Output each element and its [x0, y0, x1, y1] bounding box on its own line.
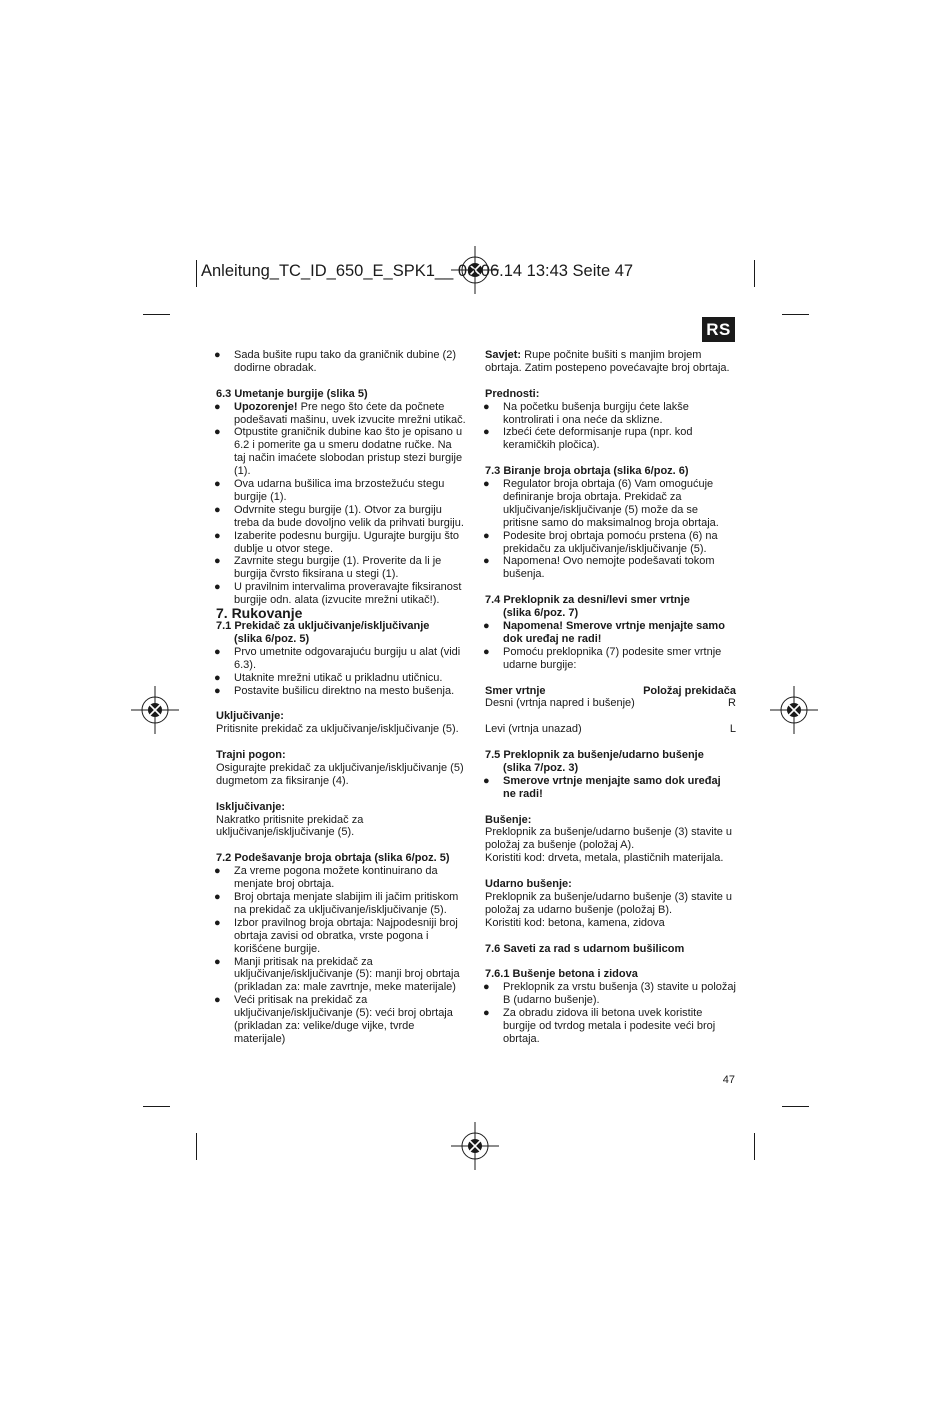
- registration-mark-icon: [770, 686, 818, 734]
- list-item: ● Izbeći ćete deformisanje rupa (npr. kod keramičkih pločica).: [485, 426, 736, 452]
- section-heading: 7.6.1 Bušenje betona i zidova: [485, 968, 638, 981]
- subheading: Isključivanje:: [216, 800, 286, 813]
- crop-mark: [754, 1133, 755, 1160]
- subheading: Trajni pogon:: [216, 749, 286, 762]
- page-number: 47: [722, 1074, 735, 1086]
- list-item: ● Preklopnik za vrstu bušenja (3) stavite u položaj B (udarno bušenje).: [485, 981, 736, 1007]
- list-item: ● Broj obrtaja menjate slabijim ili jačim pritiskom na prekidač za uključivanje/isključivanje (5).: [216, 891, 466, 917]
- list-item: ● Smerove vrtnje menjajte samo dok uređaj ne radi!: [485, 775, 736, 801]
- paragraph: [485, 349, 736, 375]
- list-item: ● Na početku bušenja burgiju ćete lakše kontrolirati i ona neće da sklizne.: [485, 401, 736, 427]
- list-item: ● Odvrnite stegu burgije (1). Otvor za burgiju treba da bude dovoljno velik da prihvati burgiju.: [216, 504, 466, 530]
- list-item: ● Podesite broj obrtaja pomoću prstena (6) na prekidaču za uključivanje/isključivanje (5).: [485, 530, 736, 556]
- list-item: ● Veći pritisak na prekidač za uključivanje/isključivanje (5): veći broj obrtaja (prikladan za: velike/duge vijke, tvrde materijale): [216, 994, 466, 1046]
- crop-mark: [143, 1106, 170, 1107]
- list-item: ● Sada bušite rupu tako da graničnik dubine (2) dodirne obradak.: [216, 349, 466, 375]
- table-cell: L: [729, 723, 736, 736]
- warning-label: Upozorenje!: [234, 400, 298, 413]
- paragraph: Nakratko pritisnite prekidač za uključivanje/isključivanje (5).: [216, 813, 364, 839]
- list-item: ● Za vreme pogona možete kontinuirano da menjate broj obrtaja.: [216, 865, 466, 891]
- language-badge: RS: [702, 317, 735, 342]
- list-item: ● Pomoću preklopnika (7) podesite smer vrtnje udarne burgije:: [485, 646, 736, 672]
- subheading: Udarno bušenje:: [485, 878, 572, 891]
- paragraph: Preklopnik za bušenje/udarno bušenje (3) stavite u položaj za bušenje (položaj A).: [485, 826, 733, 852]
- table-row: [485, 723, 736, 736]
- list-item: ● Otpustite graničnik dubine kao što je opisano u 6.2 i pomerite ga u smeru dodatne ručke. Na taj način imaćete slobodan pristup stezi burgije (1).: [216, 426, 466, 478]
- section-heading: 7.6 Saveti za rad s udarnom bušilicom: [485, 942, 685, 955]
- paragraph-text: Rupe počnite bušiti s manjim brojem obrtaja. Zatim postepeno povećavajte broj obrtaja.: [485, 349, 730, 374]
- list-item-text: Pre nego što ćete da počnete podešavati mašinu, uvek izvucite mrežni utikač.: [234, 400, 466, 426]
- paragraph: Koristiti kod: drveta, metala, plastičnih materijala.: [485, 852, 724, 865]
- registration-mark-icon: [131, 686, 179, 734]
- table-cell: R: [728, 697, 736, 710]
- crop-mark: [143, 314, 170, 315]
- crop-mark: [754, 260, 755, 287]
- paragraph: Pritisnite prekidač za uključivanje/isključivanje (5).: [216, 723, 459, 736]
- list-item: ● Prvo umetnite odgovarajuću burgiju u alat (vidi 6.3).: [216, 646, 466, 672]
- section-heading: 7.4 Preklopnik za desni/levi smer vrtnje: [485, 594, 690, 607]
- paragraph: Osigurajte prekidač za uključivanje/isključivanje (5) dugmetom za fiksiranje (4).: [216, 761, 464, 787]
- print-header: Anleitung_TC_ID_650_E_SPK1__ 06.06.14 13:43 Seite 47: [201, 262, 634, 280]
- section-heading-cont: (slika 7/poz. 3): [503, 761, 579, 774]
- left-column: [216, 349, 466, 1046]
- list-item: ● Ova udarna bušilica ima brzostežuću stegu burgije (1).: [216, 478, 466, 504]
- section-heading-cont: (slika 6/poz. 5): [234, 632, 310, 645]
- table-header-cell: Smer vrtnje: [485, 684, 546, 697]
- list-item: [216, 401, 466, 427]
- table-cell: Desni (vrtnja napred i bušenje): [485, 697, 635, 710]
- section-heading: 7.2 Podešavanje broja obrtaja (slika 6/poz. 5): [216, 852, 450, 865]
- crop-mark: [196, 1133, 197, 1160]
- paragraph: Koristiti kod: betona, kamena, zidova: [485, 916, 665, 929]
- list-item: ● Regulator broja obrtaja (6) Vam omogućuje definiranje broja obrtaja. Prekidač za uključivanje/isključivanje (5) može da se pritisne samo do maksimalnog broja obrtaja.: [485, 478, 736, 530]
- registration-mark-icon: [451, 1122, 499, 1170]
- list-item: ● Manji pritisak na prekidač za uključivanje/isključivanje (5): manji broj obrtaja (prikladan za: male zavrtnje, meke materijale): [216, 956, 466, 995]
- crop-mark: [196, 260, 197, 287]
- paragraph: Preklopnik za bušenje/udarno bušenje (3) stavite u položaj za udarno bušenje (položaj B).: [485, 890, 733, 916]
- table-row: [485, 697, 736, 710]
- list-item: ● Zavrnite stegu burgije (1). Proverite da li je burgija čvrsto fiksirana u stegi (1).: [216, 555, 466, 581]
- list-item: ● Za obradu zidova ili betona uvek koristite burgije od tvrdog metala i podesite veći broj obrtaja.: [485, 1007, 736, 1046]
- table-cell: Levi (vrtnja unazad): [485, 723, 582, 736]
- section-heading: 7.3 Biranje broja obrtaja (slika 6/poz. 6): [485, 465, 689, 478]
- subheading: Bušenje:: [485, 813, 532, 826]
- list-item: ● Izaberite podesnu burgiju. Ugurajte burgiju što dublje u otvor stege.: [216, 530, 466, 556]
- crop-mark: [782, 314, 809, 315]
- subheading: Prednosti:: [485, 387, 540, 400]
- section-heading: 7.1 Prekidač za uključivanje/isključivanje: [216, 620, 430, 633]
- list-item: ● Utaknite mrežni utikač u prikladnu utičnicu.: [216, 672, 466, 685]
- list-item: ● Postavite bušilicu direktno na mesto bušenja.: [216, 685, 466, 698]
- section-heading: 7.5 Preklopnik za bušenje/udarno bušenje: [485, 749, 704, 761]
- right-column: [485, 349, 736, 1046]
- subheading: Uključivanje:: [216, 710, 284, 723]
- table-header-cell: Položaj prekidača: [643, 684, 736, 697]
- table-header: [485, 685, 736, 698]
- list-item: ● U pravilnim intervalima proveravajte fiksiranost burgije odn. alata (izvucite mrežni utikač!).: [216, 581, 466, 607]
- list-item: ● Napomena! Smerove vrtnje menjajte samo dok uređaj ne radi!: [485, 620, 736, 646]
- crop-mark: [782, 1106, 809, 1107]
- section-heading-cont: (slika 6/poz. 7): [503, 607, 579, 620]
- chapter-heading: 7. Rukovanje: [216, 605, 303, 622]
- tip-label: Savjet:: [485, 349, 522, 361]
- list-item: ● Napomena! Ovo nemojte podešavati tokom bušenja.: [485, 555, 736, 581]
- list-item: ● Izbor pravilnog broja obrtaja: Najpodesniji broj obrtaja zavisi od obratka, vrste pogona i korišćene burgije.: [216, 917, 466, 956]
- section-heading: 6.3 Umetanje burgije (slika 5): [216, 387, 368, 400]
